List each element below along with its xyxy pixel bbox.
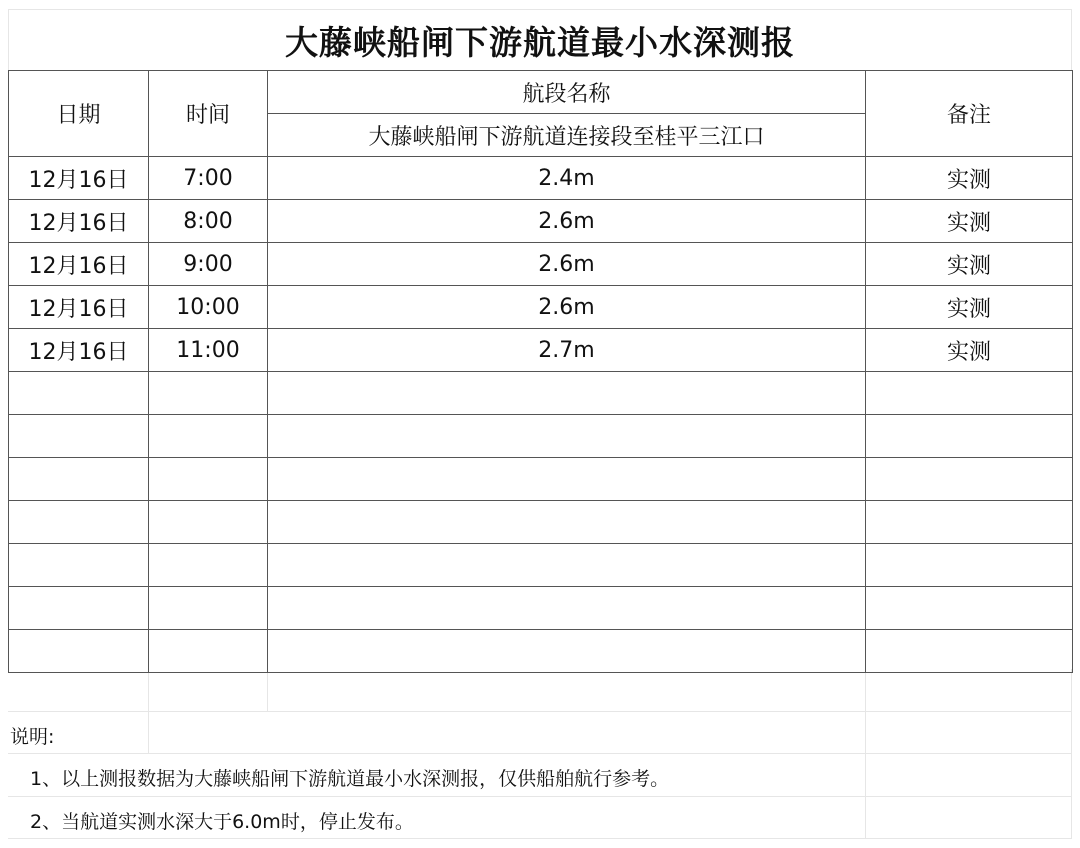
cell-time: 8:00 xyxy=(149,200,268,243)
grid-line xyxy=(267,669,268,711)
empty-cell xyxy=(9,501,149,544)
notes-label: 说明: xyxy=(10,726,55,748)
empty-row xyxy=(9,415,1073,458)
empty-cell xyxy=(268,415,866,458)
empty-cell xyxy=(866,587,1073,630)
empty-cell xyxy=(149,587,268,630)
table-row xyxy=(9,200,1073,243)
header-segment-group: 航段名称 xyxy=(268,71,866,114)
empty-cell xyxy=(866,501,1073,544)
empty-row xyxy=(9,458,1073,501)
cell-note: 实测 xyxy=(866,200,1073,243)
header-row xyxy=(9,71,1073,114)
empty-cell xyxy=(149,415,268,458)
cell-date: 12月16日 xyxy=(9,200,149,243)
empty-cell xyxy=(866,372,1073,415)
grid-line xyxy=(148,669,149,753)
empty-cell xyxy=(9,544,149,587)
cell-depth: 2.4m xyxy=(268,157,866,200)
cell-time: 10:00 xyxy=(149,286,268,329)
cell-note: 实测 xyxy=(866,329,1073,372)
empty-row xyxy=(9,587,1073,630)
empty-cell xyxy=(149,630,268,673)
empty-row xyxy=(9,630,1073,673)
cell-depth: 2.7m xyxy=(268,329,866,372)
note-item-1: 1、以上测报数据为大藤峡船闸下游航道最小水深测报，仅供船舶航行参考。 xyxy=(30,768,670,790)
grid-line xyxy=(8,796,1072,797)
grid-line xyxy=(8,711,1072,712)
grid-line xyxy=(1071,669,1072,839)
empty-cell xyxy=(268,501,866,544)
cell-date: 12月16日 xyxy=(9,329,149,372)
table-row xyxy=(9,286,1073,329)
table-row xyxy=(9,243,1073,286)
table-row xyxy=(9,157,1073,200)
empty-cell xyxy=(9,415,149,458)
header-time: 时间 xyxy=(149,71,268,157)
grid-line xyxy=(865,669,866,839)
empty-cell xyxy=(9,587,149,630)
cell-time: 7:00 xyxy=(149,157,268,200)
cell-date: 12月16日 xyxy=(9,243,149,286)
cell-depth: 2.6m xyxy=(268,243,866,286)
empty-cell xyxy=(149,458,268,501)
page-title: 大藤峡船闸下游航道最小水深测报 xyxy=(285,22,795,62)
empty-cell xyxy=(866,415,1073,458)
empty-cell xyxy=(149,372,268,415)
empty-cell xyxy=(9,458,149,501)
header-date: 日期 xyxy=(9,71,149,157)
empty-cell xyxy=(9,372,149,415)
cell-note: 实测 xyxy=(866,286,1073,329)
cell-depth: 2.6m xyxy=(268,286,866,329)
header-segment-name: 大藤峡船闸下游航道连接段至桂平三江口 xyxy=(268,114,866,157)
cell-depth: 2.6m xyxy=(268,200,866,243)
empty-cell xyxy=(9,630,149,673)
empty-cell xyxy=(866,630,1073,673)
note-item-2: 2、当航道实测水深大于6.0m时，停止发布。 xyxy=(30,811,414,833)
empty-cell xyxy=(866,544,1073,587)
empty-cell xyxy=(866,458,1073,501)
empty-cell xyxy=(268,458,866,501)
cell-note: 实测 xyxy=(866,157,1073,200)
table-row xyxy=(9,329,1073,372)
cell-note: 实测 xyxy=(866,243,1073,286)
cell-time: 11:00 xyxy=(149,329,268,372)
empty-cell xyxy=(268,630,866,673)
empty-cell xyxy=(268,372,866,415)
grid-line xyxy=(8,838,1072,839)
depth-report-table xyxy=(8,70,1073,673)
empty-cell xyxy=(268,587,866,630)
header-note: 备注 xyxy=(866,71,1073,157)
empty-cell xyxy=(149,501,268,544)
cell-time: 9:00 xyxy=(149,243,268,286)
cell-date: 12月16日 xyxy=(9,286,149,329)
empty-cell xyxy=(149,544,268,587)
grid-line xyxy=(8,753,1072,754)
empty-row xyxy=(9,372,1073,415)
empty-cell xyxy=(268,544,866,587)
empty-row xyxy=(9,544,1073,587)
cell-date: 12月16日 xyxy=(9,157,149,200)
empty-row xyxy=(9,501,1073,544)
